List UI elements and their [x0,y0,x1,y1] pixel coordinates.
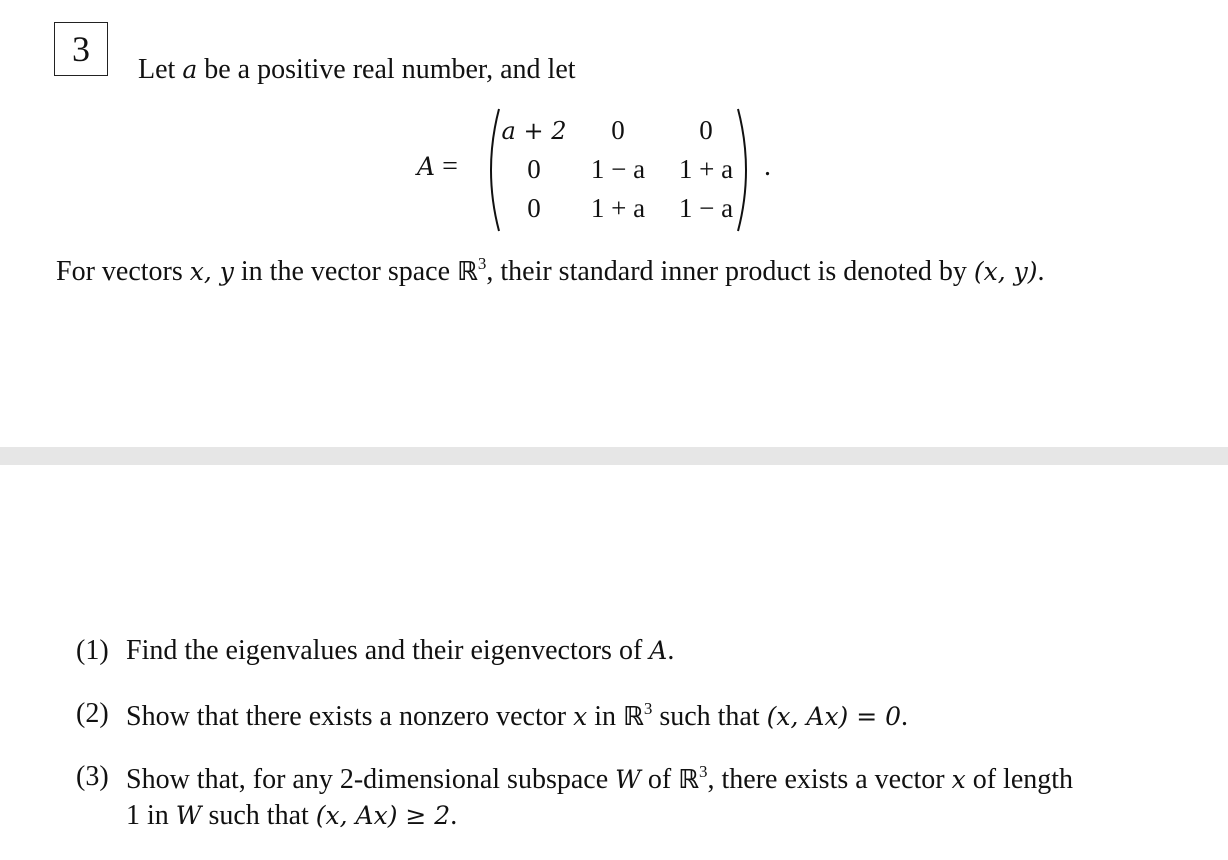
intro-text-1: Let [138,54,183,85]
question-1-number: (1) [76,635,109,666]
question-3-text-line-1: Show that, for any 2-dimensional subspace W of ℝ$^3$, there exists a vector x of length [126,762,1074,795]
inner-product-sentence: For vectors x, y in the vector space ℝ$^3$, their standard inner product is denoted by (x, y). [56,254,1045,287]
matrix-name: A [417,152,436,181]
matrix-cell-r3c2: 1 + a [590,193,646,223]
question-3-text-line-2: 1 in W such that (x, Ax) ≥ 2. [126,800,458,831]
matrix-cell-r1c3: 0 [699,115,713,145]
matrix-cell-r2c2: 1 − a [590,154,646,184]
inner-product-notation: (x, y) [973,257,1038,286]
matrix-left-paren [480,106,502,234]
intro-text-2: be a positive real number, and let [197,54,576,85]
real-space-symbol: ℝ [457,257,478,287]
matrix-cell-r3c1: 0 [527,193,541,223]
question-1-text: Find the eigenvalues and their eigenvectors of A. [126,635,675,666]
matrix-cell-r1c2: 0 [611,115,625,145]
question-3-number: (3) [76,761,109,792]
vector-vars: x, y [189,257,234,286]
matrix-cell-r1c1: a + 2 [501,117,567,145]
matrix-cell-r2c3: 1 + a [678,154,734,184]
problem-number-box [54,22,108,76]
matrix-lhs [417,153,458,181]
matrix-cell-r3c3: 1 − a [678,193,734,223]
matrix-cell-r2c1: 0 [527,154,541,184]
matrix-equals: = [435,151,458,182]
page-divider [0,447,1228,465]
question-2-text: Show that there exists a nonzero vector x in ℝ$^3$ such that (x, Ax) = 0. [126,699,909,732]
problem-number: 3 [72,29,90,69]
question-2-number: (2) [76,698,109,729]
intro-sentence [138,56,576,84]
intro-var-a: a [182,55,198,84]
matrix-period: . [764,151,771,182]
